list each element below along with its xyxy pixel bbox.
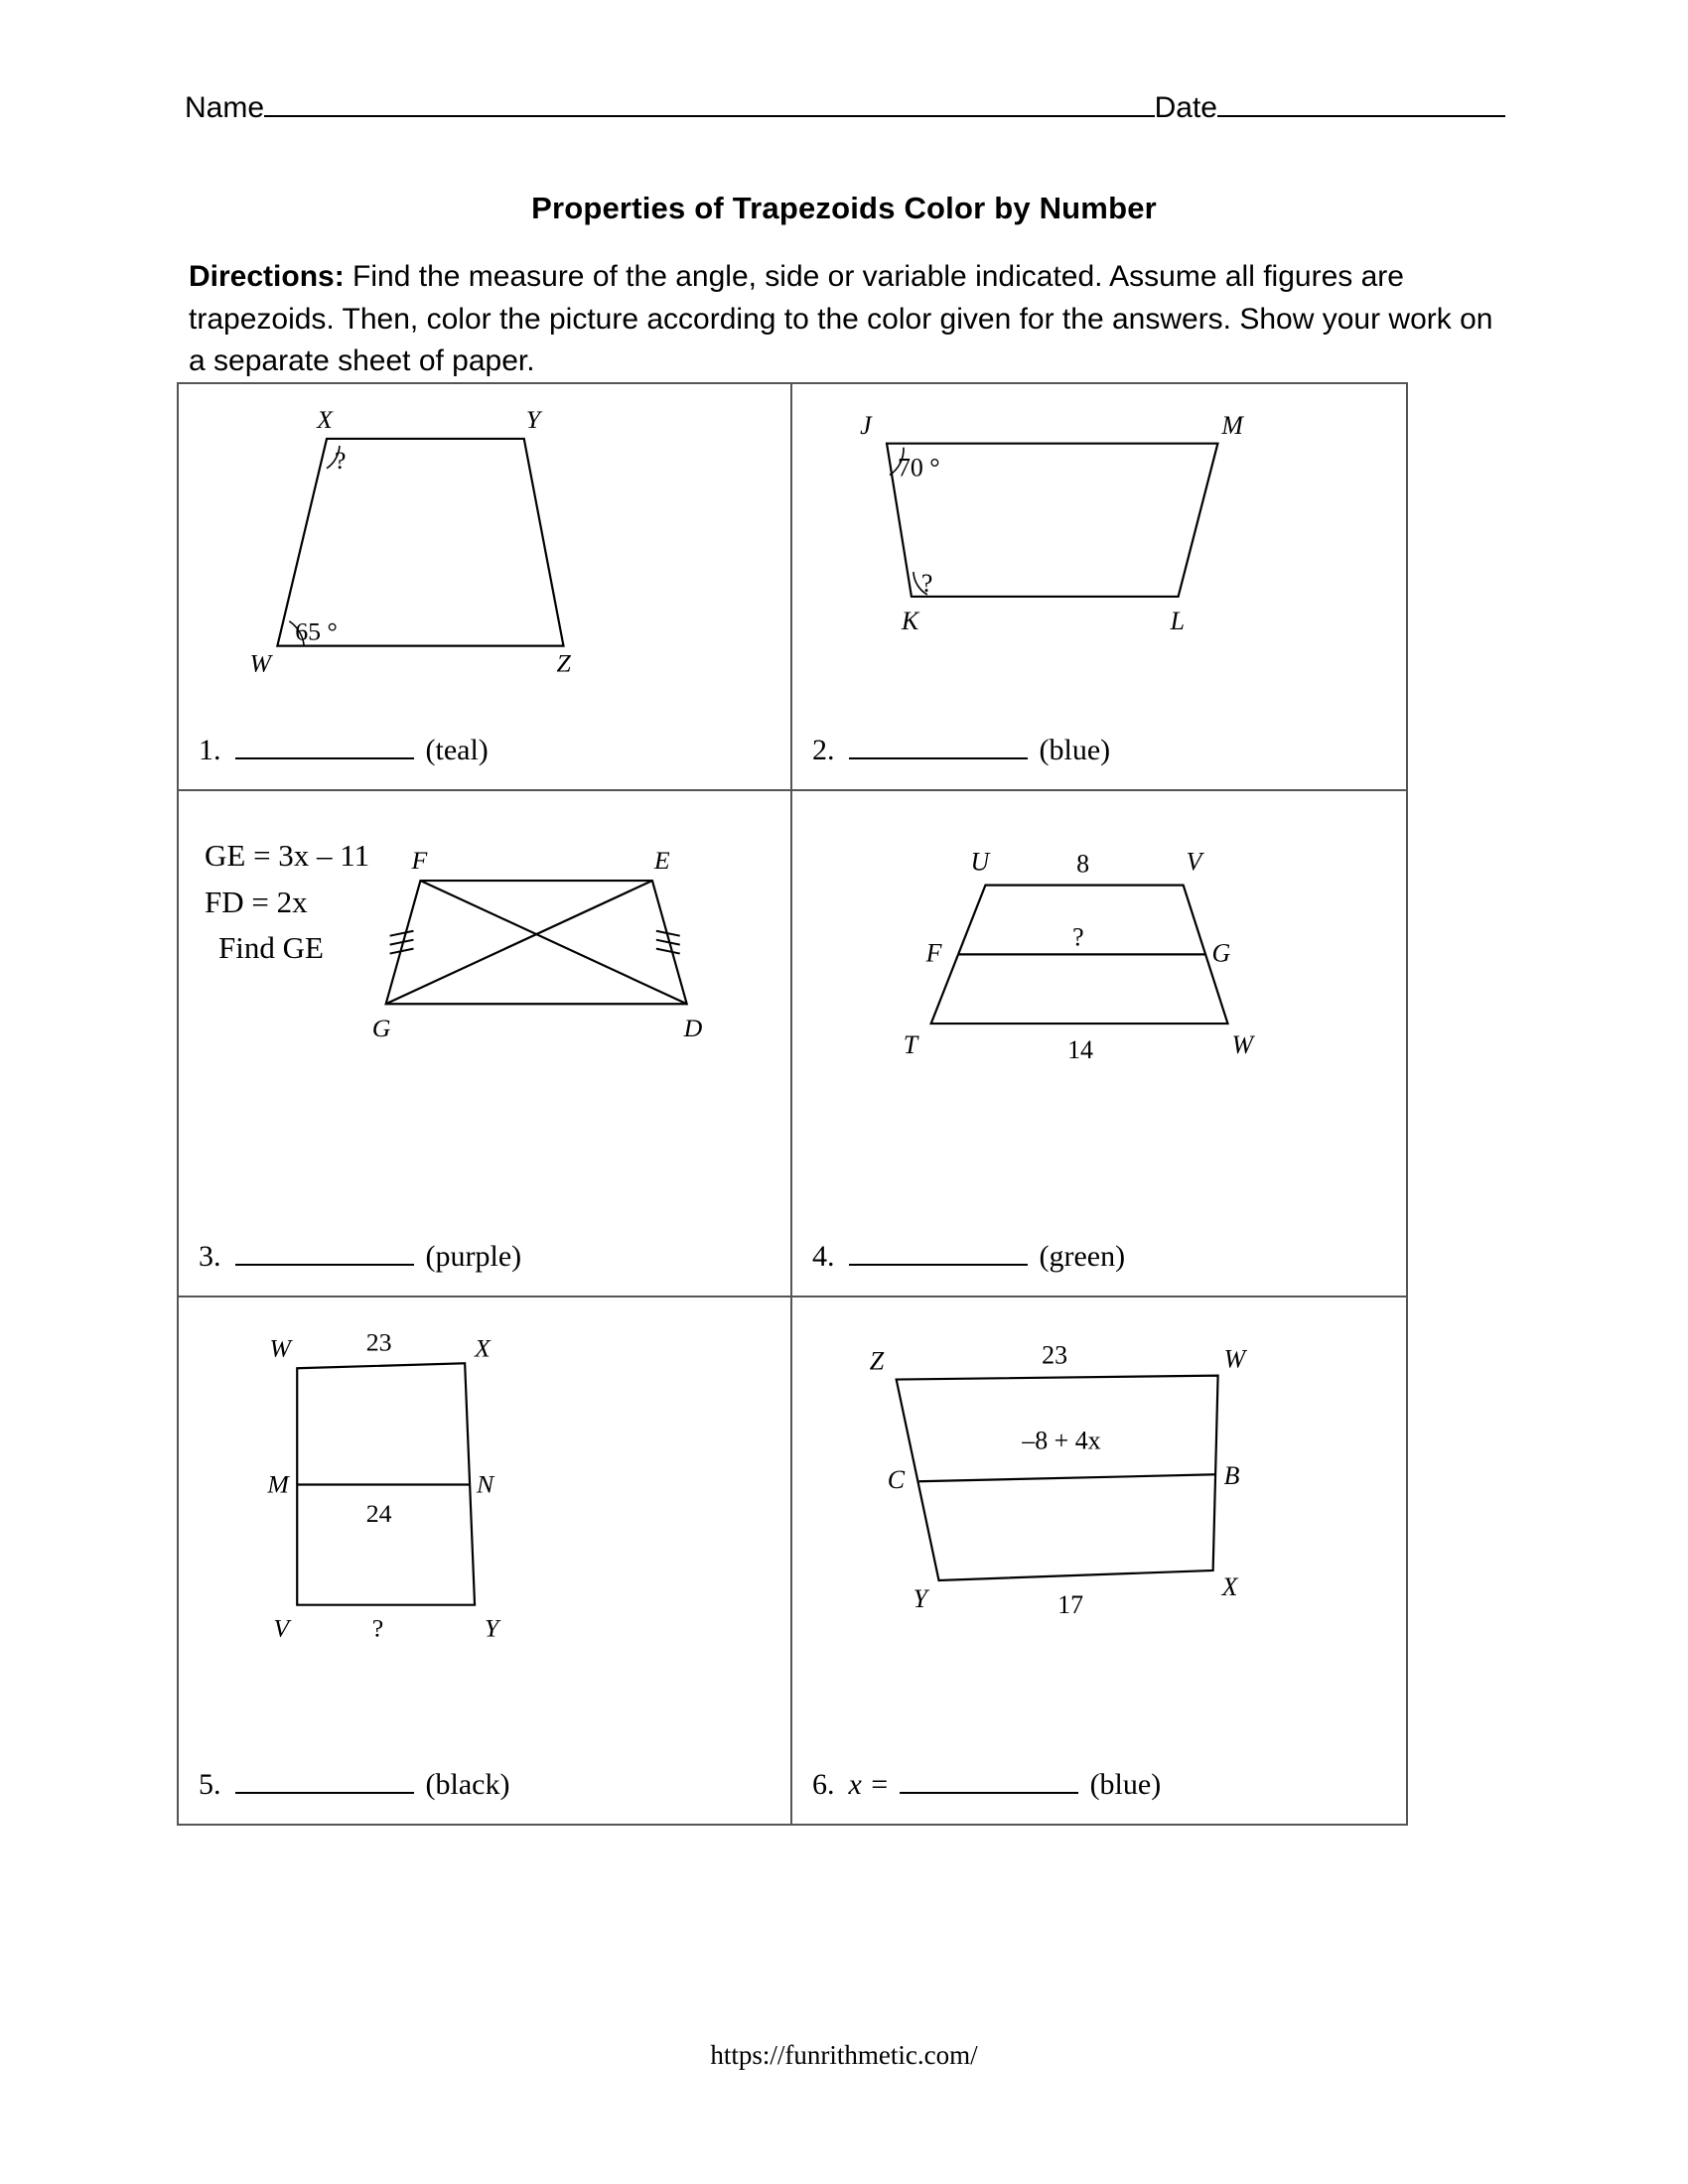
length-mid-5: 24 [365, 1499, 392, 1529]
answer-blank-4[interactable] [849, 1242, 1028, 1266]
label-K: K [901, 606, 919, 635]
label-G: G [1211, 938, 1231, 968]
length-mid-4: ? [1072, 922, 1084, 952]
answer-line-6 [812, 1768, 1161, 1802]
label-Z: Z [556, 648, 571, 678]
label-M: M [267, 1469, 289, 1499]
date-blank [1217, 95, 1505, 117]
problem-cell-4 [792, 791, 1406, 1297]
answer-line-3 [199, 1240, 521, 1274]
answer-blank-2[interactable] [849, 736, 1028, 759]
problem-number-4: 4. [812, 1240, 835, 1273]
footer-url: https://funrithmetic.com/ [710, 2040, 978, 2070]
angle-value-X: ? [334, 445, 347, 475]
label-J: J [860, 410, 872, 440]
figure-2 [792, 384, 1406, 789]
page-title: Properties of Trapezoids Color by Number [531, 191, 1157, 225]
directions [189, 256, 1499, 383]
answer-line-2 [812, 734, 1110, 767]
answer-line-5 [199, 1768, 509, 1802]
given-line-3: Find GE [218, 930, 324, 965]
answer-line-4 [812, 1240, 1125, 1274]
answer-color-5: (black) [425, 1768, 510, 1801]
problem-cell-5 [179, 1297, 792, 1824]
length-top-6: 23 [1042, 1340, 1068, 1370]
date-label: Date [1154, 91, 1217, 124]
answer-color-2: (blue) [1039, 734, 1111, 766]
label-W: W [1223, 1344, 1246, 1374]
figure-1 [179, 384, 790, 789]
problem-number-2: 2. [812, 734, 835, 766]
problem-number-1: 1. [199, 734, 221, 766]
label-V: V [273, 1613, 290, 1643]
length-bottom-5: ? [371, 1613, 384, 1643]
label-W: W [249, 648, 272, 678]
label-B: B [1223, 1461, 1240, 1491]
problem-cell-3 [179, 791, 792, 1297]
label-V: V [1186, 847, 1202, 877]
figure-6 [792, 1297, 1406, 1824]
variable-prefix-6: x = [848, 1768, 890, 1801]
label-T: T [903, 1029, 918, 1059]
problem-number-6: 6. [812, 1768, 835, 1801]
answer-color-3: (purple) [425, 1240, 522, 1273]
figure-5 [179, 1297, 790, 1824]
label-W: W [1231, 1029, 1254, 1059]
given-line-2: FD = 2x [205, 884, 308, 919]
label-X: X [1221, 1571, 1238, 1601]
name-blank [264, 95, 1155, 117]
label-N: N [477, 1469, 494, 1499]
problem-grid [177, 382, 1408, 1826]
angle-value-W: 65 ° [295, 616, 338, 646]
label-F: F [411, 846, 428, 876]
name-label: Name [185, 91, 265, 124]
problem-cell-1 [179, 384, 792, 791]
angle-value-K: ? [920, 568, 933, 598]
label-E: E [653, 846, 670, 876]
answer-color-6: (blue) [1089, 1768, 1162, 1801]
given-line-1: GE = 3x – 11 [205, 838, 370, 873]
answer-blank-3[interactable] [235, 1242, 414, 1266]
problem-cell-6 [792, 1297, 1406, 1824]
label-M: M [1221, 410, 1243, 440]
answer-color-1: (teal) [425, 734, 489, 766]
label-Y: Y [913, 1583, 928, 1613]
label-U: U [970, 847, 990, 877]
answer-blank-1[interactable] [235, 736, 414, 759]
label-C: C [887, 1465, 905, 1495]
label-X: X [475, 1333, 491, 1363]
length-top-5: 23 [365, 1327, 392, 1357]
length-top-4: 8 [1076, 849, 1090, 879]
label-W: W [269, 1333, 291, 1363]
name-date-row [185, 91, 1505, 125]
label-G: G [371, 1014, 391, 1043]
answer-color-4: (green) [1039, 1240, 1126, 1273]
answer-blank-6[interactable] [900, 1770, 1078, 1794]
directions-text: Find the measure of the angle, side or variable indicated. Assume all figures are trapezoids. Then, color the picture according to the color given for the answers. Show your work on a separate sheet of paper. [189, 260, 1493, 378]
angle-value-J: 70 ° [897, 453, 940, 482]
problem-number-5: 5. [199, 1768, 221, 1801]
length-bottom-6: 17 [1057, 1589, 1084, 1619]
problem-cell-2 [792, 384, 1406, 791]
figure-4 [792, 791, 1406, 1296]
label-F: F [925, 938, 942, 968]
label-D: D [683, 1014, 703, 1043]
length-bottom-4: 14 [1067, 1034, 1094, 1064]
directions-label: Directions: [189, 260, 345, 293]
label-Y: Y [484, 1613, 499, 1643]
label-Y: Y [525, 405, 541, 435]
label-L: L [1170, 606, 1186, 635]
answer-blank-5[interactable] [235, 1770, 414, 1794]
figure-3 [179, 791, 790, 1296]
answer-line-1 [199, 734, 489, 767]
length-mid-6: –8 + 4x [1022, 1426, 1101, 1455]
label-Z: Z [869, 1346, 885, 1376]
label-X: X [317, 405, 333, 435]
problem-number-3: 3. [199, 1240, 221, 1273]
